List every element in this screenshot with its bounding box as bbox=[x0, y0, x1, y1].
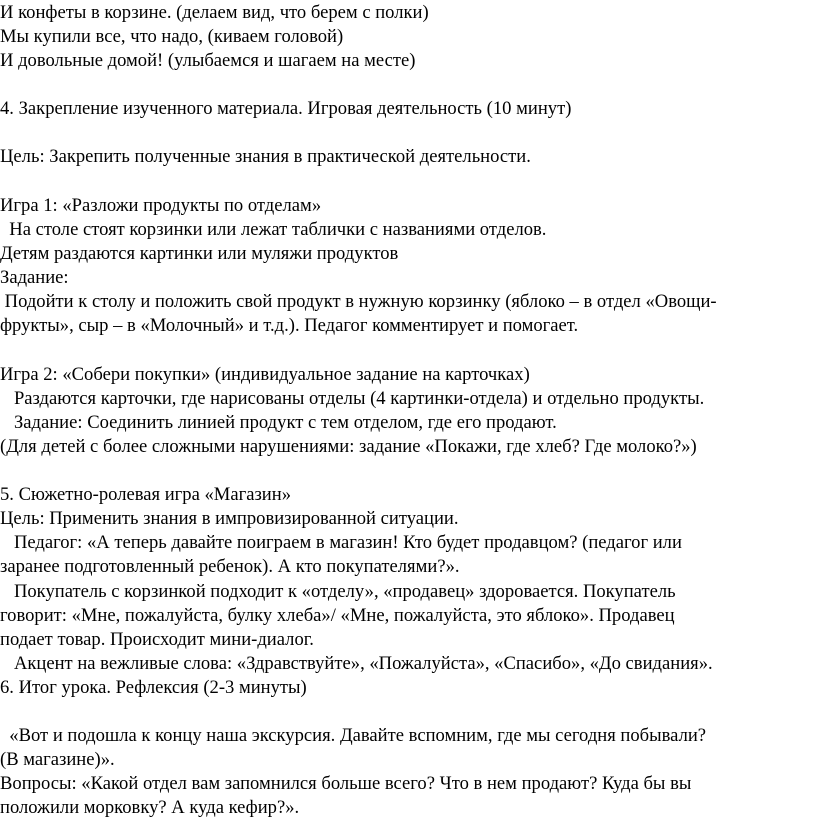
text-line: Покупатель с корзинкой подходит к «отделу», «продавец» здоровается. Покупатель bbox=[0, 581, 676, 602]
text-line: И конфеты в корзине. (делаем вид, что берем с полки) bbox=[0, 2, 429, 23]
text-line: заранее подготовленный ребенок). А кто покупателями?». bbox=[0, 556, 460, 577]
section-heading: 5. Сюжетно-ролевая игра «Магазин» bbox=[0, 484, 291, 505]
text-line: Акцент на вежливые слова: «Здравствуйте», «Пожалуйста», «Спасибо», «До свидания». bbox=[0, 653, 713, 674]
text-line: Мы купили все, что надо, (киваем головой) bbox=[0, 26, 344, 47]
text-line: Педагог: «А теперь давайте поиграем в магазин! Кто будет продавцом? (педагог или bbox=[0, 532, 682, 553]
text-line: Детям раздаются картинки или муляжи продуктов bbox=[0, 243, 399, 264]
text-line: Цель: Закрепить полученные знания в практической деятельности. bbox=[0, 146, 531, 167]
text-line: положили морковку? А куда кефир?». bbox=[0, 797, 300, 818]
text-line: подает товар. Происходит мини-диалог. bbox=[0, 629, 314, 650]
text-line: (Для детей с более сложными нарушениями: задание «Покажи, где хлеб? Где молоко?») bbox=[0, 436, 697, 457]
text-line: Вопросы: «Какой отдел вам запомнился больше всего? Что в нем продают? Куда бы вы bbox=[0, 773, 692, 794]
text-line: (В магазине)». bbox=[0, 749, 115, 770]
game-heading: Игра 1: «Разложи продукты по отделам» bbox=[0, 195, 322, 216]
text-line: Задание: bbox=[0, 267, 69, 288]
text-line: «Вот и подошла к концу наша экскурсия. Давайте вспомним, где мы сегодня побывали? bbox=[0, 725, 707, 746]
text-line: Цель: Применить знания в импровизированной ситуации. bbox=[0, 508, 459, 529]
text-line: На столе стоят корзинки или лежат таблички с названиями отделов. bbox=[0, 219, 547, 240]
game-heading: Игра 2: «Собери покупки» (индивидуальное задание на карточках) bbox=[0, 364, 530, 385]
section-heading: 6. Итог урока. Рефлексия (2-3 минуты) bbox=[0, 677, 307, 698]
text-line: Подойти к столу и положить свой продукт в нужную корзинку (яблоко – в отдел «Овощи- bbox=[0, 291, 717, 312]
section-heading: 4. Закрепление изученного материала. Игровая деятельность (10 минут) bbox=[0, 98, 572, 119]
text-line: фрукты», сыр – в «Молочный» и т.д.). Педагог комментирует и помогает. bbox=[0, 315, 579, 336]
text-line: И довольные домой! (улыбаемся и шагаем на месте) bbox=[0, 50, 416, 71]
text-line: Раздаются карточки, где нарисованы отделы (4 картинки-отдела) и отдельно продукты. bbox=[0, 388, 705, 409]
text-line: Задание: Соединить линией продукт с тем отделом, где его продают. bbox=[0, 412, 557, 433]
text-line: говорит: «Мне, пожалуйста, булку хлеба»/ «Мне, пожалуйста, это яблоко». Продавец bbox=[0, 605, 675, 626]
